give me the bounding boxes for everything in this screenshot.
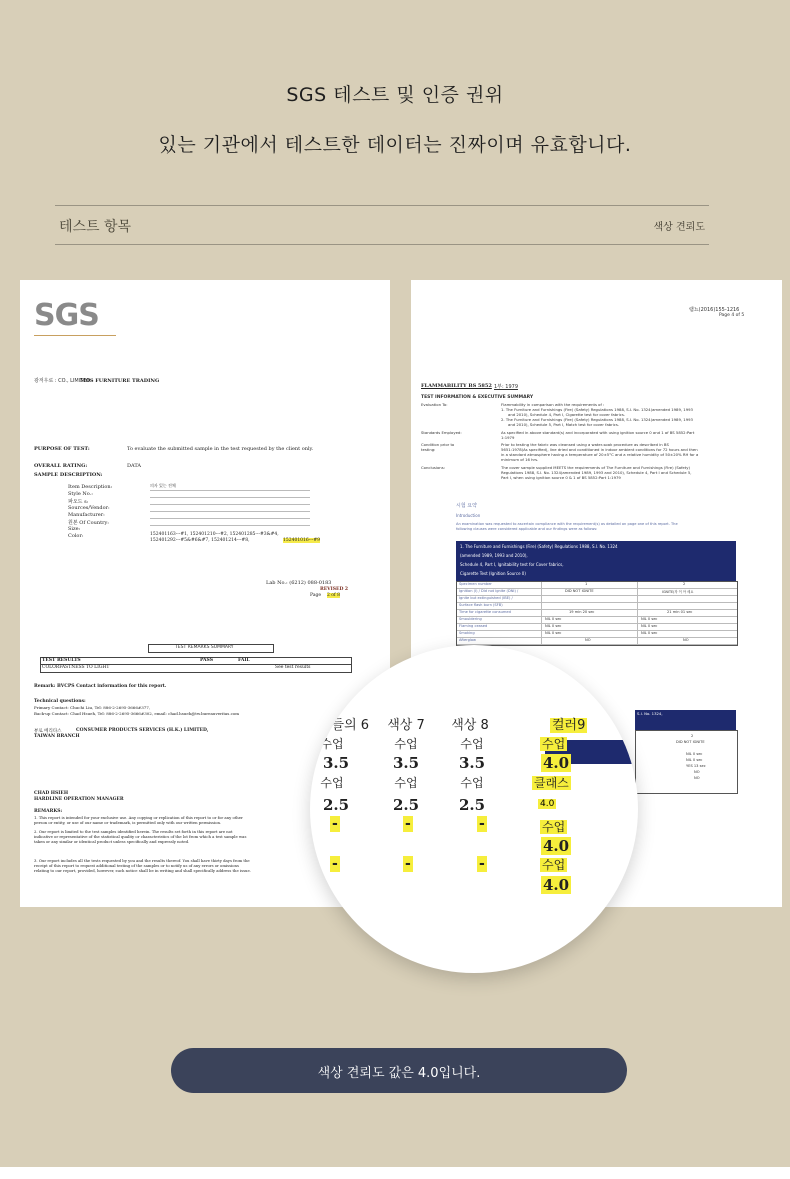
field-line	[150, 518, 310, 519]
field-sources-vendor: Sources/Vendor:	[68, 505, 110, 511]
sgs-logo: SGS	[34, 298, 99, 333]
lab-number: Lab No.: (6212) 088-0183	[266, 580, 332, 586]
table-row	[457, 610, 737, 617]
logo-underline	[34, 335, 116, 336]
intro-text-2: following clauses were considered applicable and our findings were as follows:	[456, 527, 598, 531]
lens-header-color9	[550, 714, 587, 733]
lens-value-hl	[541, 754, 571, 772]
condition-text-2: 5651:1978(As specified), line dried and conditioned in indoor ambient conditions for 72 hours and then	[501, 447, 698, 452]
lens-cell: 수업	[460, 737, 484, 751]
lens-dash-text: -	[479, 856, 485, 872]
lens-dash	[477, 816, 487, 832]
field-country: 원본 Of Country:	[68, 520, 109, 526]
lens-value-hl-text: 4.0	[543, 754, 570, 772]
purpose-text: To evaluate the submitted sample in the test requested by the client only.	[127, 446, 314, 452]
remark-1: 1. This report is intended for your exclusive use. Any copying or replication of this report to or for any other	[34, 815, 243, 820]
field-line	[150, 511, 310, 512]
evaluation-label: Evaluation To:	[421, 402, 448, 407]
evaluation-text-3: and 2010), Schedule 4, Part I, Cigarette test for cover fabrics.	[508, 412, 626, 417]
lens-value: 3.5	[322, 754, 350, 772]
lens-value: 2.5	[322, 796, 350, 814]
lower-cell: NIL 0 sec	[686, 752, 703, 756]
field-color: Color:	[68, 533, 84, 539]
lens-cell: 수업	[320, 737, 344, 751]
overall-rating-label: OVERALL RATING:	[34, 463, 88, 469]
condition-text-4: minimum of 16 hrs.	[501, 457, 539, 462]
lens-cell-hl-text: 수업	[542, 737, 566, 751]
field-pad: 파오드 s:	[68, 499, 89, 505]
table-row	[457, 617, 737, 624]
lens-cell-hl	[532, 774, 571, 791]
lens-value: 2.5	[458, 796, 486, 814]
lower-table-header	[635, 710, 736, 730]
conclusions-text-3: Part I, when using ignition source 0 & 1 of BS 5852:Part 1:1979	[501, 475, 621, 480]
field-line	[150, 490, 310, 491]
standards-label: Standards Employed:	[421, 430, 462, 435]
lens-cell-hl	[540, 818, 567, 835]
remarks-title: REMARKS:	[34, 809, 63, 814]
conclusions-text-2: Regulations 1988, S.I. No. 1324(amended 1989, 1993 and 2010), Schedule 4, Part I and Schedule 5,	[501, 470, 692, 475]
cell-col2: IGNITE(착 이 아 세요	[662, 590, 694, 594]
lower-cell: DID NOT IGNITE	[676, 740, 705, 744]
lens-cell: 수업	[460, 776, 484, 790]
conclusions-text-1: The cover sample supplied MEETS the requirements of The Furniture and Furnishings (Fire) (Safety)	[501, 465, 690, 470]
bottom-divider	[55, 244, 709, 245]
table-row	[457, 582, 737, 589]
revised-label: REVISED 2	[320, 587, 349, 592]
branch-name: CONSUMER PRODUCTS SERVICES (H.K.) LIMITED,	[76, 728, 209, 733]
page-highlight: 2 of 8	[327, 593, 340, 598]
cell-col1: DID NOT IGNITE	[565, 589, 594, 593]
introduction-label: Introduction	[456, 513, 481, 518]
lens-small-value-hl	[538, 799, 556, 809]
condition-label-2: testing:	[421, 447, 436, 452]
flammability-title: FLAMMABILITY BS 5852	[421, 383, 492, 389]
field-item-description: Item Description:	[68, 484, 113, 490]
lens-cell-hl-text: 수업	[542, 858, 566, 872]
cell-col1: NIL 0 sec	[545, 617, 562, 621]
table-row	[457, 596, 737, 603]
lower-table-header-text: S.I. No. 1324,	[637, 711, 663, 716]
lens-dash	[403, 816, 413, 832]
applicant-label: 광저우로 : CO., LIMITED.	[34, 378, 92, 384]
table-row	[457, 638, 737, 645]
lens-dash	[403, 856, 413, 872]
row-label: Smouldering	[459, 617, 482, 621]
magnifier-lens	[310, 645, 638, 973]
see-results: See test results	[275, 665, 311, 670]
cell-col2: 2	[683, 582, 686, 586]
remark-2c: taken or any similar or identical product unless specifically and expressly noted.	[34, 839, 190, 844]
lens-value: 3.5	[458, 754, 486, 772]
lens-cell: 수업	[394, 776, 418, 790]
regulation-table	[456, 581, 738, 646]
lens-header-color9-text: 컬러9	[552, 718, 586, 733]
condition-text-1: Prior to testing the fabric was cleansed using a water-soak procedure as described in BS	[501, 442, 669, 447]
cell-col1: NIL 0 sec	[545, 624, 562, 628]
cell-col2: NIL 0 sec	[641, 624, 658, 628]
fail-label: FAIL	[238, 658, 250, 663]
signer-title: HARDLINE OPERATION MANAGER	[34, 797, 124, 802]
sample-description-label: SAMPLE DESCRIPTION:	[34, 472, 103, 478]
lower-cell: NIL 0 sec	[686, 758, 703, 762]
cell-col2: 21 min 01 sec	[667, 610, 693, 614]
evaluation-text-4: 2. The Furniture and Furnishings (Fire) (Safety) Regulations 1988, S.I. No. 1324(amended 1989, 1993	[501, 417, 693, 422]
row-label: Time for cigarette consumed	[459, 610, 511, 614]
test-item-value: 색상 견뢰도	[653, 222, 705, 233]
table-head-2: (amended 1989, 1993 and 2010),	[460, 553, 528, 558]
lens-cell-hl-text: 수업	[542, 820, 566, 834]
table-row	[457, 603, 737, 610]
test-item-label: 테스트 항목	[59, 219, 132, 235]
colorfastness-label: COLORFASTNESS TO LIGHT	[42, 665, 110, 670]
field-size: Size:	[68, 526, 81, 532]
cell-col1: NIL 0 sec	[545, 631, 562, 635]
lens-value-hl	[541, 837, 571, 855]
table-row	[457, 589, 737, 596]
item-description-value: 의자 있는 전체	[150, 483, 176, 488]
table-head-3: Schedule 4, Part I, Ignitability test for Cover fabrics,	[460, 562, 564, 567]
lens-value-hl-text: 4.0	[543, 837, 570, 855]
headline-line-2: 있는 기관에서 테스트한 데이터는 진짜이며 유효합니다.	[158, 134, 632, 156]
page-label: Page	[310, 593, 322, 598]
lower-table	[635, 730, 738, 794]
remark-3c: relating to our report, provided, however, such notice shall be in writing and shall specifically address the issue.	[34, 868, 251, 873]
colorfastness-result-button[interactable]	[171, 1048, 627, 1093]
row-label: Afterglow	[459, 638, 476, 642]
table-head-4: Cigarette Test (Ignition Source 0)	[460, 571, 526, 576]
condition-label: Condition prior to	[421, 442, 455, 447]
cell-col1: 1	[585, 582, 588, 586]
technical-title: Technical questions:	[34, 699, 86, 704]
lens-dash	[477, 856, 487, 872]
evaluation-text-2: 1. The Furniture and Furnishings (Fire) (Safety) Regulations 1988, S.I. No. 1324(amended 1989, 1993	[501, 407, 693, 412]
lens-cell: 수업	[394, 737, 418, 751]
row-label: Smoking	[459, 631, 475, 635]
summary-title: TEST REMARKS SUMMARY	[175, 645, 234, 650]
field-manufacturer: Manufacturer:	[68, 512, 105, 518]
lens-dash-text: -	[405, 856, 411, 872]
color-values-highlight: 152401016---#9	[283, 538, 320, 543]
flammability-year: 1부: 1979	[494, 384, 519, 390]
standards-text-2: 1:1979	[501, 435, 515, 440]
row-label: Specimen number	[459, 582, 492, 586]
lower-cell: YES 13 sec	[686, 764, 706, 768]
lens-cell-hl	[540, 735, 567, 752]
test-item-row	[55, 206, 709, 244]
summary-korean: 시험 요약	[456, 503, 477, 509]
lens-value-hl-text: 4.0	[543, 876, 570, 894]
cell-col2: NIL 0 sec	[641, 617, 658, 621]
lens-cell: 수업	[320, 776, 344, 790]
purpose-label: PURPOSE OF TEST:	[34, 446, 90, 452]
applicant-name: MOS FURNITURE TRADING	[80, 378, 160, 384]
remark-line: Remark: BVCPS Contact information for this report.	[34, 684, 167, 689]
lower-cell: NO	[694, 776, 700, 780]
table-head-1: 1. The Furniture and Furnishings (Fire) (Safety) Regulations 1988, S.I. No. 1324	[460, 544, 618, 549]
row-label: Ignite but extinguished (IBE) /	[459, 596, 513, 600]
cell-col2: NO	[683, 638, 689, 642]
branch-label: 뷰로 베리타스	[34, 729, 62, 734]
lens-header-color8: 색상 8	[451, 718, 489, 733]
lens-dash-text: -	[405, 816, 411, 832]
conclusions-label: Conclusions:	[421, 465, 445, 470]
evaluation-text-1: Flammability in comparison with the requirements of :	[501, 402, 605, 407]
field-style-no: Style No.:	[68, 491, 93, 497]
technical-contact-2: Back-up Contact: Chad Hsueh, Tel: 886-2-2695-3666#302, email: chad.hsueh@tw.bureauveritas.com	[34, 711, 240, 716]
cell-col1: NO	[585, 638, 591, 642]
lower-cell: NO	[694, 770, 700, 774]
field-line	[150, 525, 310, 526]
report-reference: 램뇨(2016)155-1216	[689, 307, 740, 313]
overall-rating-value: DATA	[127, 463, 142, 469]
pass-label: PASS	[200, 658, 213, 663]
lens-header-color7: 색상 7	[387, 718, 425, 733]
signer-name: CHAD HSIEH	[34, 791, 69, 796]
remark-3: 3. Our report includes all the tests requested by you and the results thereof. You shall have thirty days from the	[34, 858, 250, 863]
lens-dash	[330, 816, 340, 832]
remark-2b: indicative or representative of the statistical quality or characteristics of the lot from which a test sample was	[34, 834, 247, 839]
row-label: Flaming ceased	[459, 624, 488, 628]
lens-small-value-hl-text: 4.0	[540, 799, 555, 809]
report-page: Page 4 of 5	[719, 313, 745, 318]
field-line	[150, 497, 310, 498]
remark-1b: person or entity, or use of our name or trademark, is permitted only with our written permission.	[34, 820, 222, 825]
regulation-table-header	[456, 541, 736, 581]
cell-col1: 19 min 20 sec	[569, 610, 595, 614]
lens-dash	[330, 856, 340, 872]
lens-dash-text: -	[332, 856, 338, 872]
lens-value-hl	[541, 876, 571, 894]
table-row	[457, 631, 737, 638]
row-label: Ignition (I) / Did not ignite (DNI) /	[459, 589, 519, 593]
remark-3b: receipt of this report to request additional testing of the samples or to notify us of any errors or omissions	[34, 863, 239, 868]
field-line	[150, 504, 310, 505]
intro-text-1: An examination was requested to ascertain compliance with the requirement(s) as detailed on page one of this report. The	[456, 522, 678, 526]
test-info-title: TEST INFORMATION & EXECUTIVE SUMMARY	[421, 395, 534, 400]
lens-dash-text: -	[479, 816, 485, 832]
lens-cell-hl-text: 클래스	[534, 776, 569, 790]
condition-text-3: in a standard atmosphere having a temperature of 20±5°C and a relative humidity of 50±20% RH for a	[501, 452, 699, 457]
results-label: TEST RESULTS	[42, 658, 81, 663]
headline-line-1: SGS 테스트 및 인증 권위	[286, 84, 504, 106]
remark-2: 2. Our report is limited to the test samples identified herein. The results set forth in this report are not	[34, 829, 233, 834]
technical-contact-1: Primary Contact: Chuchi Liu, Tel: 886-2-2695-3666#377,	[34, 705, 151, 710]
color-values-1: 152401163---#1, 152401210---#2, 152401285---#3&#4,	[150, 532, 279, 537]
cell-col2: NIL 0 sec	[641, 631, 658, 635]
lower-cell: 2	[691, 734, 694, 738]
color-values-2: 152401292---#5&#6&#7, 152401214---#8,	[150, 538, 250, 543]
lens-value: 2.5	[392, 796, 420, 814]
row-label: Surface flash burn (SFB)	[459, 603, 503, 607]
branch-sub: TAIWAN BRANCH	[34, 734, 80, 739]
colorfastness-result-text: 색상 견뢰도 값은 4.0입니다.	[317, 1066, 481, 1081]
lens-dash-text: -	[332, 816, 338, 832]
evaluation-text-5: and 2010), Schedule 5, Part I, Match test for cover fabrics.	[508, 422, 620, 427]
lens-header-color6: 그들의 6	[318, 718, 370, 733]
table-row	[457, 624, 737, 631]
standards-text-1: As specified in above standard(s) and incorporated with using ignition source 0 and 1 of BS 5852:Part	[501, 430, 695, 435]
lens-value: 3.5	[392, 754, 420, 772]
lens-cell-hl	[540, 856, 567, 873]
